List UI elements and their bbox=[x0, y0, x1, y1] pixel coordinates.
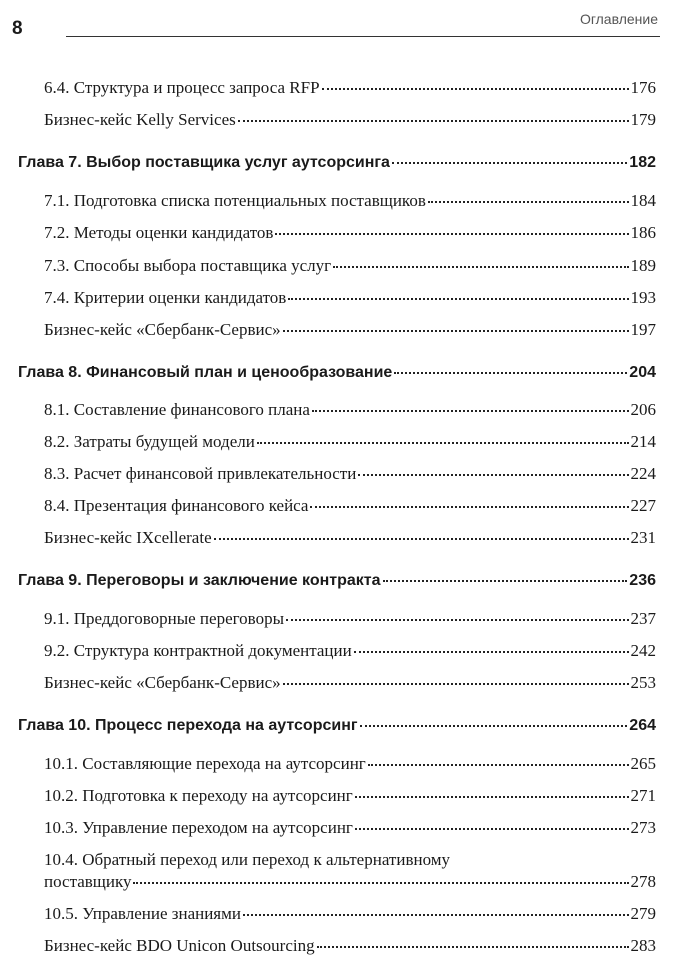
toc-entry[interactable]: Бизнес-кейс IXcellerate 231 bbox=[44, 528, 656, 547]
toc-entry[interactable]: 6.4. Структура и процесс запроса RFP 176 bbox=[44, 78, 656, 97]
toc-entry-line1[interactable]: 10.4. Обратный переход или переход к альтернативному bbox=[44, 850, 451, 869]
toc-entry[interactable]: 10.1. Составляющие перехода на аутсорсинг 265 bbox=[44, 754, 656, 773]
toc-entry[interactable]: 9.1. Преддоговорные переговоры 237 bbox=[44, 609, 656, 628]
toc-chapter[interactable]: Глава 10. Процесс перехода на аутсорсинг 264 bbox=[18, 717, 656, 734]
toc-entry[interactable]: поставщику 278 bbox=[44, 872, 656, 891]
toc-entry[interactable]: 8.4. Презентация финансового кейса 227 bbox=[44, 496, 656, 515]
running-title: Оглавление bbox=[579, 11, 658, 27]
toc-entry[interactable]: Бизнес-кейс «Сбербанк-Сервис» 197 bbox=[44, 320, 656, 339]
toc-entry[interactable]: 8.2. Затраты будущей модели 214 bbox=[44, 432, 656, 451]
toc-entry[interactable]: 8.3. Расчет финансовой привлекательности 224 bbox=[44, 464, 656, 483]
toc-entry[interactable]: Бизнес-кейс «Сбербанк-Сервис» 253 bbox=[44, 673, 656, 692]
toc-entry[interactable]: 10.3. Управление переходом на аутсорсинг 273 bbox=[44, 818, 656, 837]
toc-entry[interactable]: 7.3. Способы выбора поставщика услуг 189 bbox=[44, 256, 656, 275]
toc-entry[interactable]: 8.1. Составление финансового плана 206 bbox=[44, 400, 656, 419]
toc-chapter[interactable]: Глава 7. Выбор поставщика услуг аутсорсинга 182 bbox=[18, 154, 656, 171]
toc-entry[interactable]: 7.2. Методы оценки кандидатов 186 bbox=[44, 223, 656, 242]
toc-entry[interactable]: Бизнес-кейс Kelly Services 179 bbox=[44, 110, 656, 129]
toc-entry[interactable]: 9.2. Структура контрактной документации 242 bbox=[44, 641, 656, 660]
page-number: 8 bbox=[12, 18, 23, 39]
header-rule bbox=[66, 36, 660, 37]
toc-entry[interactable]: 7.1. Подготовка списка потенциальных поставщиков 184 bbox=[44, 191, 656, 210]
toc-entry[interactable]: 7.4. Критерии оценки кандидатов 193 bbox=[44, 288, 656, 307]
toc-entry[interactable]: 10.5. Управление знаниями 279 bbox=[44, 904, 656, 923]
toc-entry[interactable]: 10.2. Подготовка к переходу на аутсорсинг 271 bbox=[44, 786, 656, 805]
toc-chapter[interactable]: Глава 8. Финансовый план и ценообразование 204 bbox=[18, 364, 656, 381]
toc-entry[interactable]: Бизнес-кейс BDO Unicon Outsourcing 283 bbox=[44, 936, 656, 955]
toc-chapter[interactable]: Глава 9. Переговоры и заключение контракта 236 bbox=[18, 572, 656, 589]
